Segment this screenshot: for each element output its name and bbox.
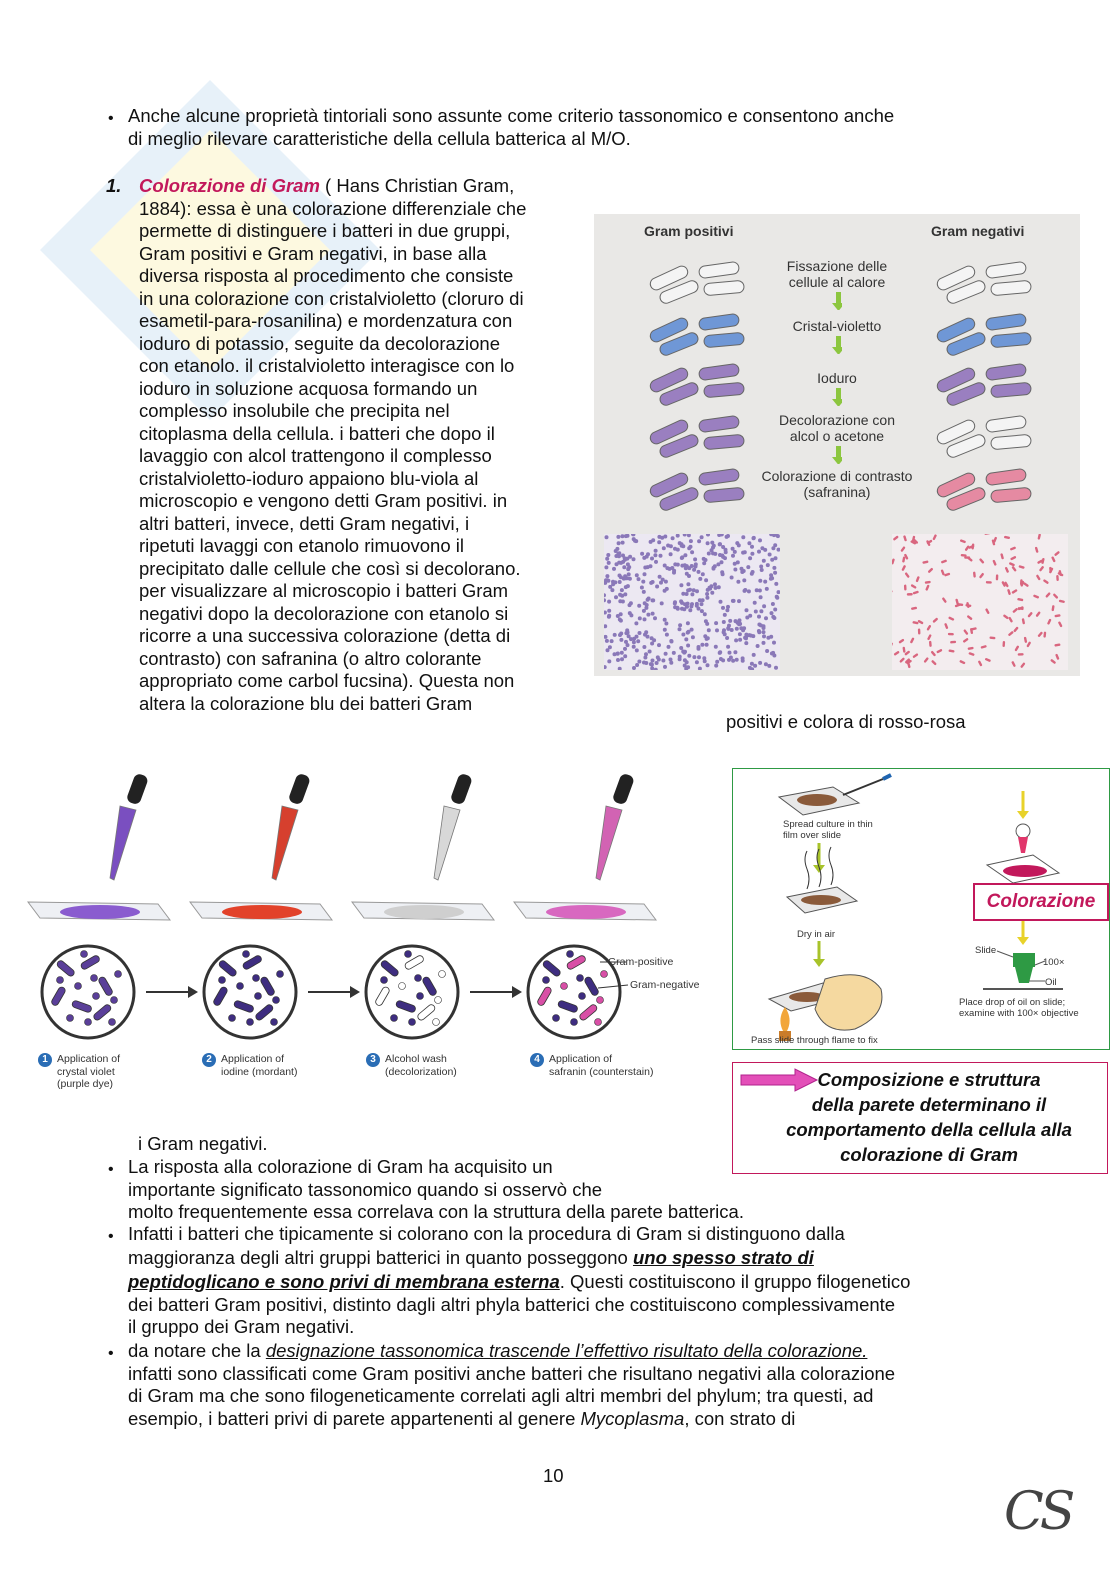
down-arrow-icon xyxy=(832,336,842,354)
header-gram-negative: Gram negativi xyxy=(931,223,1025,239)
bullet3-line-4 xyxy=(128,1408,795,1431)
bullet3-line-4c: , con strato di xyxy=(684,1408,796,1429)
bullet2-line-3 xyxy=(128,1271,910,1294)
bacterium-rod xyxy=(648,313,744,357)
gram-line: permette di distinguere i batteri in due gruppi, xyxy=(139,220,511,241)
bullet2-line-3b: . Questi costituiscono il gruppo filogenetico xyxy=(559,1271,911,1292)
bullet3-emphasis: designazione tassonomica trascende l’effettivo risultato della colorazione. xyxy=(265,1340,868,1361)
bullet3-line-1 xyxy=(128,1340,867,1363)
right-arrow-icon xyxy=(470,986,522,998)
bullet-dot: • xyxy=(108,1228,114,1245)
bullet1-line-2: importante significato tassonomico quando si osservò che xyxy=(128,1178,603,1200)
step-caption: Application of safranin (counterstain) xyxy=(549,1053,654,1078)
micrograph-gram-positive xyxy=(604,534,780,670)
step-caption: Application of iodine (mordant) xyxy=(221,1053,298,1078)
genus-mycoplasma: Mycoplasma xyxy=(580,1408,685,1429)
gram-line: lavaggio con alcol trattengono il complesso xyxy=(139,445,492,466)
cell-view xyxy=(528,946,620,1038)
header-gram-positive: Gram positivi xyxy=(644,223,734,239)
right-arrow-icon xyxy=(308,986,360,998)
step-caption: Application of crystal violet (purple dye) xyxy=(57,1053,121,1090)
gram-continuation-2: i Gram negativi. xyxy=(138,1133,268,1154)
bacterium-rod xyxy=(935,313,1031,357)
gram-line: ioduro di potassio, seguite da decolorazione xyxy=(139,332,500,354)
slide-preparation-figure xyxy=(732,768,1110,1050)
bullet2-emphasis-2: peptidoglicano e sono privi di membrana esterna xyxy=(128,1271,560,1292)
gram-line: complesso insolubile che precipita nel xyxy=(139,400,450,421)
bacterium-rod xyxy=(935,468,1031,512)
dropper-icon xyxy=(272,773,311,880)
stain-step-label: Cristal-violetto xyxy=(792,318,882,334)
bullet2-emphasis-1: uno spesso strato di xyxy=(632,1247,814,1268)
dropper-icon xyxy=(110,773,149,880)
gram-line: altera la colorazione blu dei batteri Gram xyxy=(139,692,473,714)
bacterium-rod xyxy=(935,363,1031,407)
gram-line: microscopio e vengono detti Gram positivi. in xyxy=(139,490,508,511)
step-number-badge: 3 xyxy=(366,1053,380,1067)
intro-line-1: Anche alcune proprietà tintoriali sono assunte come criterio tassonomico e consentono anche xyxy=(128,105,895,126)
gram-line: ricorre a una successiva colorazione (detta di xyxy=(139,625,511,646)
step-number-badge: 2 xyxy=(202,1053,216,1067)
page-number: 10 xyxy=(543,1465,564,1486)
gram-line: negativi dopo la decolorazione con etanolo si xyxy=(139,602,509,624)
gram-continuation-1: positivi e colora di rosso-rosa xyxy=(726,711,966,732)
step-spread: Spread culture in thin film over slide xyxy=(783,819,873,841)
note-line: comportamento della cellula alla xyxy=(786,1119,1072,1140)
label-gram-positive: Gram-positive xyxy=(608,956,674,968)
down-arrow-icon xyxy=(832,446,842,464)
section-title: Colorazione di Gram xyxy=(139,175,320,196)
gram-line: cristalvioletto-ioduro appaiono blu-viola al xyxy=(139,467,479,489)
intro-line-2: di meglio rilevare caratteristiche della cellula batterica al M/O. xyxy=(128,128,631,149)
gram-line: con etanolo. il cristalvioletto interagisce con lo xyxy=(139,355,515,376)
gram-line: Gram positivi e Gram negativi, in base alla xyxy=(139,242,487,264)
right-arrow-icon xyxy=(146,986,198,998)
bacterium-rod xyxy=(648,363,744,407)
bullet2-line-5: il gruppo dei Gram negativi. xyxy=(128,1316,355,1337)
bullet-dot: • xyxy=(108,1345,114,1362)
gram-line: per visualizzare al microscopio i batteri Gram xyxy=(139,580,509,601)
bullet2-line-2 xyxy=(128,1247,814,1270)
note-line: Composizione e struttura xyxy=(817,1069,1041,1090)
bullet-dot: • xyxy=(108,110,114,127)
gram-paragraph xyxy=(139,175,579,198)
step-caption: Alcohol wash (decolorization) xyxy=(385,1053,457,1078)
bacterium-rod xyxy=(935,415,1031,459)
gram-line-0: ( Hans Christian Gram, xyxy=(319,175,515,196)
step-number-badge: 1 xyxy=(38,1053,52,1067)
gram-line: contrasto) con safranina (o altro colorante xyxy=(139,647,482,669)
micrograph-gram-negative xyxy=(892,534,1068,670)
note-box xyxy=(732,1062,1108,1174)
gram-stain-figure xyxy=(594,214,1080,676)
gram-lines xyxy=(139,198,579,716)
stain-step-label: Fissazione delle cellule al calore xyxy=(786,258,888,290)
step-dry: Dry in air xyxy=(797,929,836,940)
gram-line: diversa risposta al procedimento che consiste xyxy=(139,265,514,286)
bullet3-line-4a: esempio, i batteri privi di parete appartenenti al genere xyxy=(128,1408,581,1429)
bullet2-line-1: Infatti i batteri che tipicamente si colorano con la procedura di Gram si distinguono dalla xyxy=(128,1223,845,1244)
section-number: 1. xyxy=(106,175,122,196)
note-line: della parete determinano il xyxy=(811,1094,1047,1115)
step-pass: Pass slide through flame to fix xyxy=(751,1035,878,1046)
gram-line: ripetuti lavaggi con etanolo rimuovono il xyxy=(139,535,464,556)
stain-step-label: Colorazione di contrasto (safranina) xyxy=(761,468,913,500)
gram-line: 1884): essa è una colorazione differenziale che xyxy=(139,197,527,219)
down-arrow-icon xyxy=(832,292,842,310)
signature-logo: CS xyxy=(1004,1482,1072,1542)
dropper-icon xyxy=(434,773,473,880)
colorazione-label: Colorazione xyxy=(973,883,1109,921)
gram-line: ioduro in soluzione acquosa formando un xyxy=(139,377,478,399)
bullet2-line-4: dei batteri Gram positivi, distinto dagli altri phyla batterici che costituiscono complessivamente xyxy=(128,1294,896,1315)
gram-line: in una colorazione con cristalvioletto (cloruro di xyxy=(139,287,524,309)
bullet1-line-1: La risposta alla colorazione di Gram ha acquisito un xyxy=(128,1156,553,1177)
bacterium-rod xyxy=(648,415,744,459)
label-slide: Slide xyxy=(975,945,997,956)
stain-step-label: Decolorazione con alcol o acetone xyxy=(779,412,895,444)
dropper-icon xyxy=(596,773,635,880)
label-gram-negative: Gram-negative xyxy=(630,979,700,991)
down-arrow-icon xyxy=(832,388,842,406)
gram-line: altri batteri, invece, detti Gram negativi, i xyxy=(139,512,470,534)
bacterium-rod xyxy=(648,468,744,512)
step-oil-drop: Place drop of oil on slide; examine with 100× objective xyxy=(959,997,1079,1019)
gram-line: appropriato come carbol fucsina). Questa non xyxy=(139,670,515,691)
label-oil: Oil xyxy=(1045,977,1057,988)
gram-line: esametil-para-rosanilina) e mordenzatura con xyxy=(139,310,513,331)
bacterium-rod xyxy=(648,261,744,305)
bullet-dot: • xyxy=(108,1161,114,1178)
bullet3-line-2: infatti sono classificati come Gram positivi anche batteri che risultano negativi alla colorazione xyxy=(128,1362,896,1384)
note-line: colorazione di Gram xyxy=(840,1144,1018,1165)
bullet2-line-2a: maggioranza degli altri gruppi batterici in quanto posseggono xyxy=(128,1247,633,1268)
bullet3-line-3: di Gram ma che sono filogeneticamente correlati agli altri membri del phylum; tra questi, ad xyxy=(128,1385,874,1406)
bacterium-rod xyxy=(935,261,1031,305)
label-100x: 100× xyxy=(1043,957,1065,968)
step-number-badge: 4 xyxy=(530,1053,544,1067)
gram-line: citoplasma della cellula. i batteri che dopo il xyxy=(139,422,495,444)
gram-line: precipitato dalle cellule che così si decolorano. xyxy=(139,557,521,579)
cell-view xyxy=(42,946,134,1038)
bullet1-line-3: molto frequentemente essa correlava con la struttura della parete batterica. xyxy=(128,1201,744,1222)
cell-view xyxy=(366,946,458,1038)
cell-view xyxy=(204,946,296,1038)
stain-step-label: Ioduro xyxy=(817,370,857,386)
bullet3-line-1a: da notare che la xyxy=(128,1340,266,1361)
